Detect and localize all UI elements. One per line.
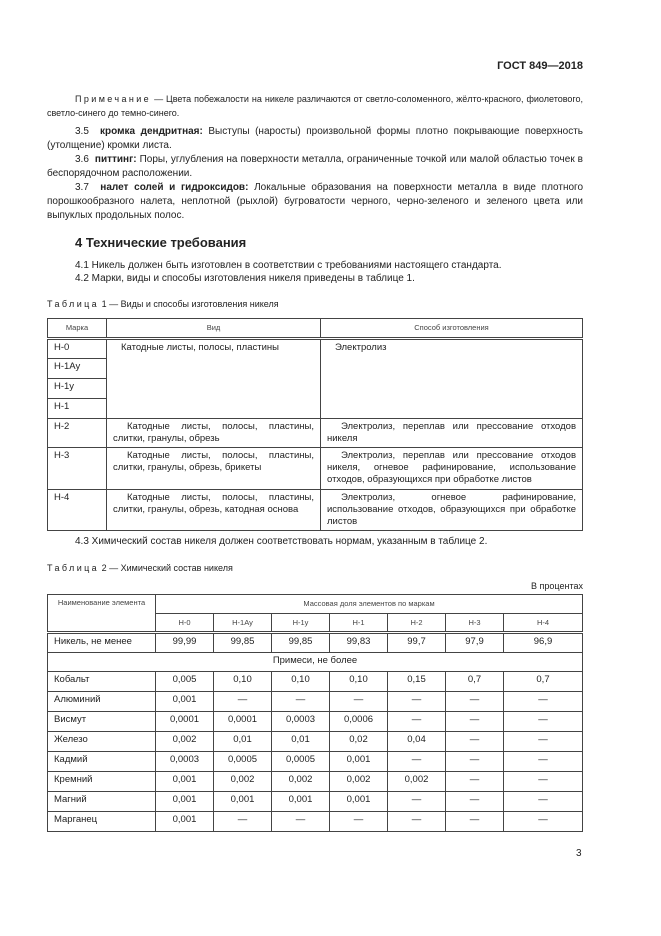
value-cell: — bbox=[330, 812, 388, 832]
value-cell: 0,01 bbox=[214, 732, 272, 752]
value-cell: 99,7 bbox=[388, 633, 446, 653]
grade-cell: Н-1Ау bbox=[48, 359, 107, 379]
value-cell: 0,15 bbox=[388, 672, 446, 692]
element-name: Кремний bbox=[48, 772, 156, 792]
value-cell: 0,7 bbox=[446, 672, 504, 692]
table-2: Наименование элемента Массовая доля элементов по маркам Н-0 Н-1Ау Н-1у Н-1 Н-2 Н-3 Н-4 Никель, не менее 99,99 99,85 99,85 99,83 99,7 97,9 96,9 Примеси, не более Кобальт 0,005 0,10 0,10 0,10 0,15 0,7 0,7 Алюминий 0,001 — — — — — — Висмут 0,0001 0,0001 0,0003 0,0006 — — — Железо 0,002 0,01 0,01 0,02 0,04 — — Кадмий 0,0003 0,0005 0,0005 0,001 — — — Кремний 0,001 0,002 0,002 0,002 0,002 — — Магний 0,001 0,001 0,001 0,001 — — — Марганец 0,001 — — — — — — bbox=[47, 594, 583, 832]
table-row bbox=[48, 812, 583, 832]
table-row bbox=[48, 732, 583, 752]
value-cell: 97,9 bbox=[446, 633, 504, 653]
value-cell: 99,99 bbox=[156, 633, 214, 653]
definition-3.6: 3.6 питтинг: Поры, углубления на поверхности металла, ограниченные точкой или малой областью точек в беспорядочном расположении. bbox=[47, 154, 583, 179]
value-cell: — bbox=[446, 692, 504, 712]
grade-header: Н-1у bbox=[272, 614, 330, 633]
value-cell: — bbox=[446, 792, 504, 812]
paragraph-4-2: 4.2 Марки, виды и способы изготовления никеля приведены в таблице 1. bbox=[75, 273, 415, 284]
table2-caption: Таблица 2 — Химический состав никеля bbox=[47, 563, 233, 573]
impurities-row: Примеси, не более bbox=[48, 653, 583, 672]
value-cell: 0,10 bbox=[214, 672, 272, 692]
value-cell: — bbox=[446, 712, 504, 732]
value-cell: 0,02 bbox=[330, 732, 388, 752]
grade-cell: Н-3 bbox=[48, 448, 107, 490]
value-cell: — bbox=[388, 692, 446, 712]
element-name: Никель, не менее bbox=[48, 633, 156, 653]
table-row bbox=[48, 752, 583, 772]
value-cell: 0,0001 bbox=[156, 712, 214, 732]
grade-cell: Н-1 bbox=[48, 399, 107, 419]
value-cell: — bbox=[388, 712, 446, 732]
value-cell: — bbox=[388, 792, 446, 812]
value-cell: — bbox=[504, 812, 583, 832]
value-cell: 0,002 bbox=[156, 732, 214, 752]
page-number: 3 bbox=[576, 848, 582, 859]
grade-cell: Н-2 bbox=[48, 419, 107, 448]
value-cell: 0,0003 bbox=[272, 712, 330, 732]
paragraph-4-3: 4.3 Химический состав никеля должен соответствовать нормам, указанным в таблице 2. bbox=[75, 536, 488, 547]
element-name: Марганец bbox=[48, 812, 156, 832]
value-cell: 0,01 bbox=[272, 732, 330, 752]
value-cell: 0,0005 bbox=[214, 752, 272, 772]
value-cell: — bbox=[214, 812, 272, 832]
value-cell: 0,04 bbox=[388, 732, 446, 752]
value-cell: 99,85 bbox=[214, 633, 272, 653]
grade-cell: Н-4 bbox=[48, 490, 107, 531]
value-cell: — bbox=[388, 752, 446, 772]
element-name: Алюминий bbox=[48, 692, 156, 712]
value-cell: 0,10 bbox=[330, 672, 388, 692]
value-cell: 0,001 bbox=[156, 692, 214, 712]
section-title: 4 Технические требования bbox=[75, 235, 247, 250]
value-cell: 0,001 bbox=[330, 752, 388, 772]
value-cell: — bbox=[272, 812, 330, 832]
grade-cell: Н-0 bbox=[48, 339, 107, 359]
value-cell: 0,001 bbox=[272, 792, 330, 812]
value-cell: 0,002 bbox=[214, 772, 272, 792]
header-cell: Способ изготовления bbox=[321, 319, 583, 339]
value-cell: 0,001 bbox=[156, 772, 214, 792]
paragraph-4-1: 4.1 Никель должен быть изготовлен в соответствии с требованиями настоящего стандарта. bbox=[75, 260, 502, 271]
value-cell: — bbox=[446, 772, 504, 792]
table-1: Марка Вид Способ изготовления Н-0 Катодные листы, полосы, пластины Электролиз Н-1Ау Н-1у Н-1 Н-2 Катодные листы, полосы, пластины, слитки, гранулы, обрезь Электролиз, переплав или прессование отходов никеля Н-3 Катодные листы, полосы, пластины, слитки, гранулы, обрезь, брикеты Электролиз, переплав или прессование отходов никеля, огневое рафинирование, использование отходов, образующихся при обработке листов Н-4 Катодные листы, полосы, пластины, слитки, гранулы, обрезь, катодная основа Электролиз, огневое рафинирование, использование отходов, образующихся при обработке листов bbox=[47, 318, 583, 531]
table-row bbox=[48, 712, 583, 732]
value-cell: 99,83 bbox=[330, 633, 388, 653]
element-name: Кобальт bbox=[48, 672, 156, 692]
grade-header: Н-1Ау bbox=[214, 614, 272, 633]
header-cell: Марка bbox=[48, 319, 107, 339]
value-cell: 0,001 bbox=[156, 792, 214, 812]
value-cell: 0,002 bbox=[388, 772, 446, 792]
table-row bbox=[48, 772, 583, 792]
value-cell: — bbox=[214, 692, 272, 712]
value-cell: 0,0006 bbox=[330, 712, 388, 732]
units-label: В процентах bbox=[531, 581, 583, 591]
element-name: Висмут bbox=[48, 712, 156, 732]
value-cell: 0,10 bbox=[272, 672, 330, 692]
grade-header: Н-4 bbox=[504, 614, 583, 633]
value-cell: — bbox=[388, 812, 446, 832]
value-cell: 0,001 bbox=[214, 792, 272, 812]
value-cell: 96,9 bbox=[504, 633, 583, 653]
value-cell: 0,002 bbox=[272, 772, 330, 792]
value-cell: — bbox=[504, 752, 583, 772]
element-name: Кадмий bbox=[48, 752, 156, 772]
definition-3.5: 3.5 кромка дендритная: Выступы (наросты) произвольной формы плотно покрывающие поверхность (утолщение) кромки листа. bbox=[47, 126, 584, 151]
value-cell: — bbox=[272, 692, 330, 712]
value-cell: 0,001 bbox=[156, 812, 214, 832]
value-cell: 0,7 bbox=[504, 672, 583, 692]
value-cell: — bbox=[446, 812, 504, 832]
grade-header: Н-1 bbox=[330, 614, 388, 633]
value-cell: — bbox=[504, 712, 583, 732]
grade-header: Н-0 bbox=[156, 614, 214, 633]
table-row bbox=[48, 633, 583, 653]
table1-caption: Таблица 1 — Виды и способы изготовления никеля bbox=[47, 299, 279, 309]
value-cell: — bbox=[446, 752, 504, 772]
definition-3.7: 3.7 налет солей и гидроксидов: Локальные образования на поверхности металла в виде плотного порошкообразного налета, неплотной (рыхлой) бугроватости черного, черно-зеленого и зеленого цвета или выпуклых продольных полос. bbox=[47, 182, 584, 221]
grade-header: Н-3 bbox=[446, 614, 504, 633]
value-cell: 0,0005 bbox=[272, 752, 330, 772]
table-row bbox=[48, 792, 583, 812]
grade-cell: Н-1у bbox=[48, 379, 107, 399]
value-cell: — bbox=[446, 732, 504, 752]
element-name: Магний bbox=[48, 792, 156, 812]
value-cell: — bbox=[330, 692, 388, 712]
note: Примечание — Цвета побежалости на никеле различаются от светло-соломенного, жёлто-красного, фиолетового, светло-синего до темно-синего. bbox=[47, 94, 583, 118]
value-cell: 0,0001 bbox=[214, 712, 272, 732]
value-cell: 0,005 bbox=[156, 672, 214, 692]
table-row bbox=[48, 672, 583, 692]
value-cell: — bbox=[504, 792, 583, 812]
value-cell: — bbox=[504, 732, 583, 752]
definitions bbox=[47, 125, 583, 223]
standard-header: ГОСТ 849—2018 bbox=[497, 60, 583, 72]
header-cell: Вид bbox=[107, 319, 321, 339]
value-cell: 0,002 bbox=[330, 772, 388, 792]
value-cell: 0,0003 bbox=[156, 752, 214, 772]
value-cell: 0,001 bbox=[330, 792, 388, 812]
grade-header: Н-2 bbox=[388, 614, 446, 633]
value-cell: 99,85 bbox=[272, 633, 330, 653]
value-cell: — bbox=[504, 692, 583, 712]
table-row bbox=[48, 692, 583, 712]
value-cell: — bbox=[504, 772, 583, 792]
element-name: Железо bbox=[48, 732, 156, 752]
